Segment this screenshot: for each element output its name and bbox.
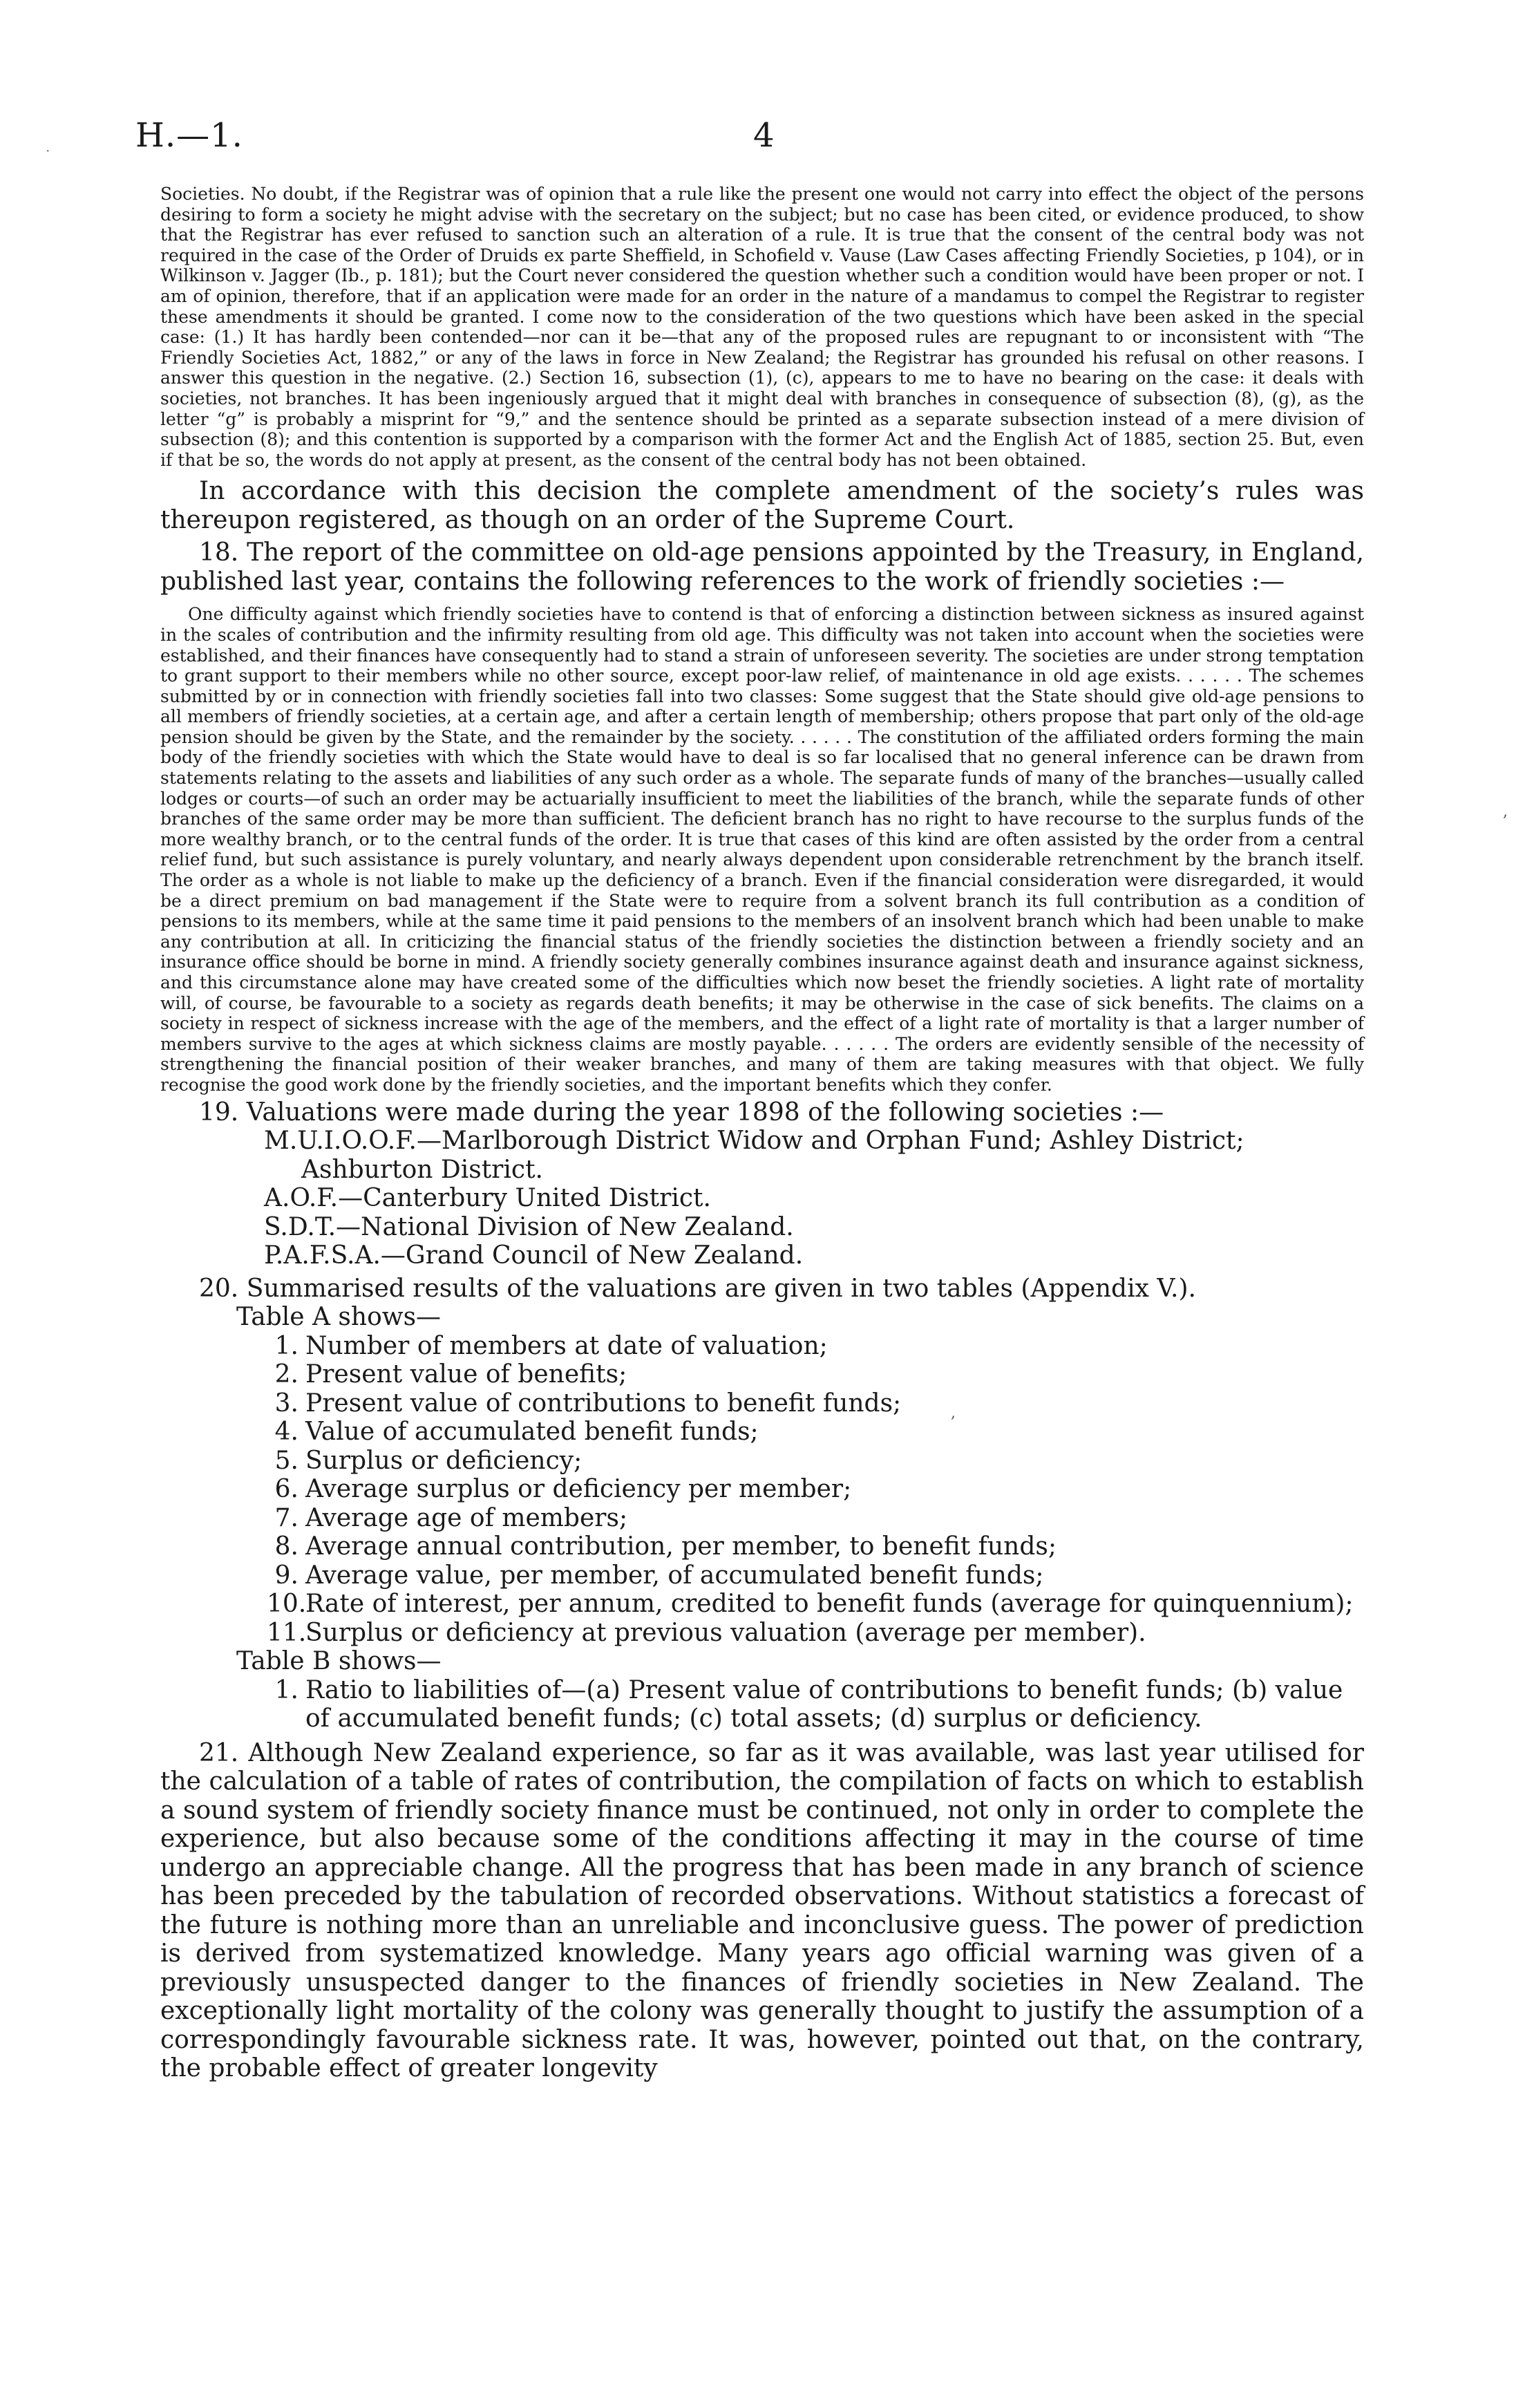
margin-mark: ,: [1503, 803, 1508, 820]
list-item: [160, 1676, 1364, 1733]
table-a-heading: Table A shows—: [236, 1303, 442, 1332]
list-item: [160, 1389, 1364, 1418]
list-text: Average value, per member, of accumulated benefit funds;: [305, 1561, 1044, 1590]
list-number: 1.: [274, 1331, 299, 1360]
list-item: [160, 1504, 1364, 1533]
list-number: 5.: [274, 1446, 299, 1475]
table-b-list: [160, 1676, 1364, 1733]
list-item: [160, 1619, 1364, 1648]
page-body: [160, 184, 1364, 2083]
society-item: S.D.T.—National Division of New Zealand.: [264, 1212, 794, 1241]
paragraph-accordance: In accordance with this decision the complete amendment of the society’s rules was thereupon registered, as though on an order of the Supreme Court.: [160, 477, 1364, 534]
list-text: Present value of benefits;: [305, 1360, 627, 1389]
paragraph-18: 18. The report of the committee on old-age pensions appointed by the Treasury, in England, published last year, contains the following references to the work of friendly societies :—: [160, 538, 1364, 596]
list-item: [160, 1332, 1364, 1361]
list-text: Surplus or deficiency;: [305, 1446, 583, 1475]
stray-mark: ,: [951, 1404, 956, 1422]
society-list: [160, 1127, 1364, 1270]
society-item: P.A.F.S.A.—Grand Council of New Zealand.: [264, 1241, 804, 1270]
paragraph-19: 19. Valuations were made during the year 1898 of the following societies :—: [199, 1098, 1164, 1127]
page-number: 4: [753, 116, 775, 155]
list-number: 10.: [267, 1590, 307, 1619]
list-item: [160, 1447, 1364, 1476]
list-item: [160, 1590, 1364, 1619]
list-item: [160, 1360, 1364, 1389]
list-number: 4.: [274, 1418, 299, 1447]
table-b-heading: Table B shows—: [236, 1647, 442, 1676]
table-a-list: [160, 1332, 1364, 1648]
quoted-judgment: Societies. No doubt, if the Registrar was of opinion that a rule like the present one would not carry into effect the object of the persons desiring to form a society he might advise with the secretary on the subject; but no case has been cited, or evidence produced, to show that the Registrar has ever refused to sanction such an alteration of a rule. It is true that the consent of the central body was not required in the case of the Order of Druids ex parte Sheffield, in Schofield v. Vause (Law Cases affecting Friendly Societies, p 104), or in Wilkinson v. Jagger (Ib., p. 181); but the Court never considered the question whether such a condition would have been proper or not. I am of opinion, therefore, that if an application were made for an order in the nature of a mandamus to compel the Registrar to register these amendments it should be granted. I come now to the consideration of the two questions which have been asked in the special case: (1.) It has hardly been contended—nor can it be—that any of the proposed rules are repugnant to or inconsistent with “The Friendly Societies Act, 1882,” or any of the laws in force in New Zealand; the Registrar has grounded his refusal on other reasons. I answer this question in the negative. (2.) Section 16, subsection (1), (c), appears to me to have no bearing on the case: it deals with societies, not branches. It has been ingeniously argued that it might deal with branches in consequence of subsection (8), (g), as the letter “g” is probably a misprint for “9,” and the sentence should be printed as a separate subsection instead of a mere division of subsection (8); and this contention is supported by a comparison with the former Act and the English Act of 1885, section 25. But, even if that be so, the words do not apply at present, as the consent of the central body has not been obtained.: [160, 184, 1364, 470]
list-item: [160, 1418, 1364, 1447]
society-item: A.O.F.—Canterbury United District.: [264, 1184, 711, 1213]
list-text: Rate of interest, per annum, credited to benefit funds (average for quinquennium);: [305, 1590, 1354, 1619]
list-text: Surplus or deficiency at previous valuation (average per member).: [305, 1618, 1146, 1647]
list-item: [160, 1532, 1364, 1561]
list-text: Ratio to liabilities of—(a) Present value of contributions to benefit funds; (b) value of accumulated benefit funds; (c) total assets; (d) surplus or deficiency.: [305, 1675, 1343, 1733]
quoted-report: One difficulty against which friendly societies have to contend is that of enforcing a distinction between sickness as insured against in the scales of contribution and the infirmity resulting from old age. This difficulty was not taken into account when the societies were established, and their finances have consequently had to stand a strain of unforeseen severity. The societies are under strong temptation to grant support to their members while no other source, except poor-law relief, of maintenance in old age exists. . . . . . The schemes submitted by or in connection with friendly societies fall into two classes: Some suggest that the State should give old-age pensions to all members of friendly societies, at a certain age, and after a certain length of membership; others propose that part only of the old-age pension should be given by the State, and the remainder by the society. . . . . . The constitution of the affiliated orders forming the main body of the friendly societies with which the State would have to deal is so far localised that no general inference can be drawn from statements relating to the assets and liabilities of any such order as a whole. The separate funds of many of the branches—usually called lodges or courts—of such an order may be actuarially insufficient to meet the liabilities of the branch, while the separate funds of other branches of the same order may be more than sufficient. The deficient branch has no right to have recourse to the surplus funds of the more wealthy branch, or to the central funds of the order. It is true that cases of this kind are often assisted by the order from a central relief fund, but such assistance is purely voluntary, and nearly always dependent upon considerable retrenchment by the branch itself. The order as a whole is not liable to make up the deficiency of a branch. Even if the financial consideration were disregarded, it would be a direct premium on bad management if the State were to require from a solvent branch its full contribution as a condition of pensions to its members, while at the same time it paid pensions to the members of an insolvent branch which had been unable to make any contribution at all. In criticizing the financial status of the friendly societies the distinction between a friendly society and an insurance office should be borne in mind. A friendly society generally combines insurance against death and insurance against sickness, and this circumstance alone may have created some of the difficulties which now beset the friendly societies. A light rate of mortality will, of course, be favourable to a society as regards death benefits; it may be otherwise in the case of sick benefits. The claims on a society in respect of sickness increase with the age of the members, and the effect of a light rate of mortality is that a larger number of members survive to the ages at which sickness claims are mostly payable. . . . . . The orders are evidently sensible of the necessity of strengthening the financial position of their weaker branches, and many of them are taking measures with that object. We fully recognise the good work done by the friendly societies, and the important benefits which they confer.: [160, 604, 1364, 1095]
list-number: 2.: [274, 1360, 299, 1389]
list-number: 7.: [274, 1503, 299, 1532]
list-text: Average annual contribution, per member, to benefit funds;: [305, 1532, 1057, 1561]
list-text: Present value of contributions to benefit funds;: [305, 1389, 902, 1418]
list-text: Value of accumulated benefit funds;: [305, 1418, 759, 1447]
paragraph-20: 20. Summarised results of the valuations are given in two tables (Appendix V.).: [199, 1274, 1196, 1303]
list-number: 11.: [267, 1618, 307, 1647]
list-text: Number of members at date of valuation;: [305, 1331, 828, 1360]
report-reference: H.—1.: [135, 116, 243, 155]
list-number: 9.: [274, 1561, 299, 1590]
list-number: 6.: [274, 1475, 299, 1504]
society-item: M.U.I.O.O.F.—Marlborough District Widow and Orphan Fund; Ashley District; Ashburton District.: [264, 1127, 1244, 1184]
margin-dot: ·: [46, 142, 50, 159]
list-text: Average age of members;: [305, 1503, 628, 1532]
list-item: [160, 1475, 1364, 1504]
list-number: 1.: [274, 1675, 299, 1704]
list-item: [160, 1561, 1364, 1590]
list-text: Average surplus or deficiency per member;: [305, 1475, 852, 1504]
paragraph-21: 21. Although New Zealand experience, so far as it was available, was last year utilised for the calculation of a table of rates of contribution, the compilation of facts on which to establish a sound system of friendly society finance must be continued, not only in order to complete the experience, but also because some of the conditions affecting it may in the course of time undergo an appreciable change. All the progress that has been made in any branch of science has been preceded by the tabulation of recorded observations. Without statistics a forecast of the future is nothing more than an unreliable and inconclusive guess. The power of prediction is derived from systematized knowledge. Many years ago official warning was given of a previously unsuspected danger to the finances of friendly societies in New Zealand. The exceptionally light mortality of the colony was generally thought to justify the assumption of a correspondingly favourable sickness rate. It was, however, pointed out that, on the contrary, the probable effect of greater longevity: [160, 1738, 1364, 2083]
list-number: 8.: [274, 1532, 299, 1561]
list-number: 3.: [274, 1389, 299, 1418]
